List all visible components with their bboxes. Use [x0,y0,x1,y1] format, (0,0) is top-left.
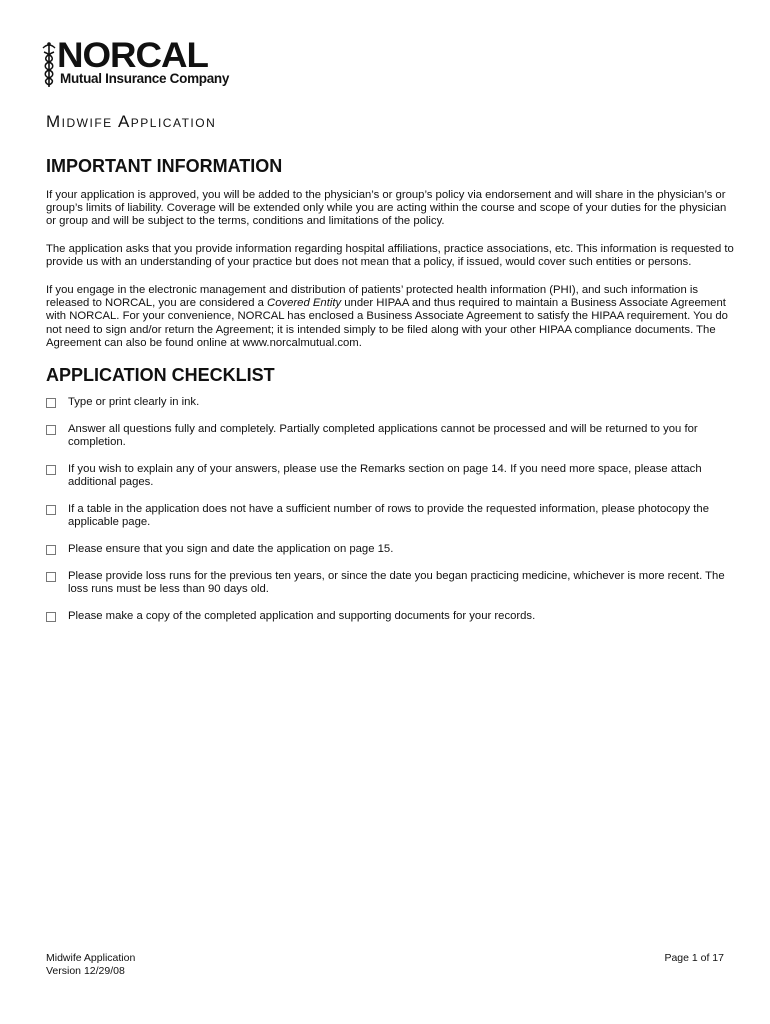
checkbox[interactable] [46,425,56,435]
checkbox[interactable] [46,545,56,555]
checklist-item-text: Please ensure that you sign and date the application on page 15. [68,543,394,555]
footer-page-number: Page 1 of 17 [664,952,724,964]
footer-version: Version 12/29/08 [46,965,125,977]
checkbox[interactable] [46,505,56,515]
important-information-heading: IMPORTANT INFORMATION [46,156,283,176]
checklist-item-text: If a table in the application does not have a sufficient number of rows to provide the requested information, please photocopy the applicable page. [68,503,709,529]
logo-subtitle: Mutual Insurance Company [60,71,230,86]
checklist-item-text: Please make a copy of the completed application and supporting documents for your records. [68,610,536,622]
covered-entity-term: Covered Entity [267,297,342,310]
checkbox[interactable] [46,465,56,475]
checklist-item-text: Type or print clearly in ink. [68,396,200,408]
document-title: Midwife Application [46,112,217,131]
hipaa-text-after: under HIPAA and thus required to maintain a Business Associate Agreement with NORCAL. For your convenience, NORCAL has enclosed a Business Associate Agreement to satisfy the HIPAA requirement. You do not need to sign and/or return the Agreement; it is intended simply to be filed along with your other HIPAA compliance documents. The Agreement can also be found online at www.norcalmutual.com. [46,297,728,349]
logo-wordmark: NORCAL [57,36,208,75]
footer-doc-name: Midwife Application [46,952,136,964]
checklist-item-text: Please provide loss runs for the previous ten years, or since the date you began practicing medicine, whichever is more recent. The loss runs must be less than 90 days old. [68,570,725,596]
checkbox[interactable] [46,572,56,582]
hipaa-text-before: If you engage in the electronic management and distribution of patients’ protected health information (PHI), and such information is released to NORCAL, you are considered a [46,284,699,310]
checkbox[interactable] [46,398,56,408]
checklist-item-text: If you wish to explain any of your answers, please use the Remarks section on page 14. If you need more space, please attach additional pages. [68,463,702,489]
checkbox[interactable] [46,612,56,622]
norcal-logo [40,36,240,90]
info-paragraph-3 [46,284,736,350]
checklist-item-text: Answer all questions fully and completely. Partially completed applications cannot be processed and will be returned to you for completion. [68,423,698,449]
info-paragraph-1: If your application is approved, you will be added to the physician’s or group’s policy via endorsement and will share in the physician’s or group’s limits of liability. Coverage will be extended only while you are acting within the course and scope of your duties for the physician or group and will be subject to the terms, conditions and limitations of the policy. [46,189,727,228]
footer-document-info [46,952,135,978]
info-paragraph-2: The application asks that you provide information regarding hospital affiliations, practice associations, etc. This information is requested to provide us with an understanding of your practice but does not mean that a policy, if issued, would cover such entities or persons. [46,243,734,269]
application-checklist-heading: APPLICATION CHECKLIST [46,365,275,385]
caduceus-icon [40,40,58,88]
